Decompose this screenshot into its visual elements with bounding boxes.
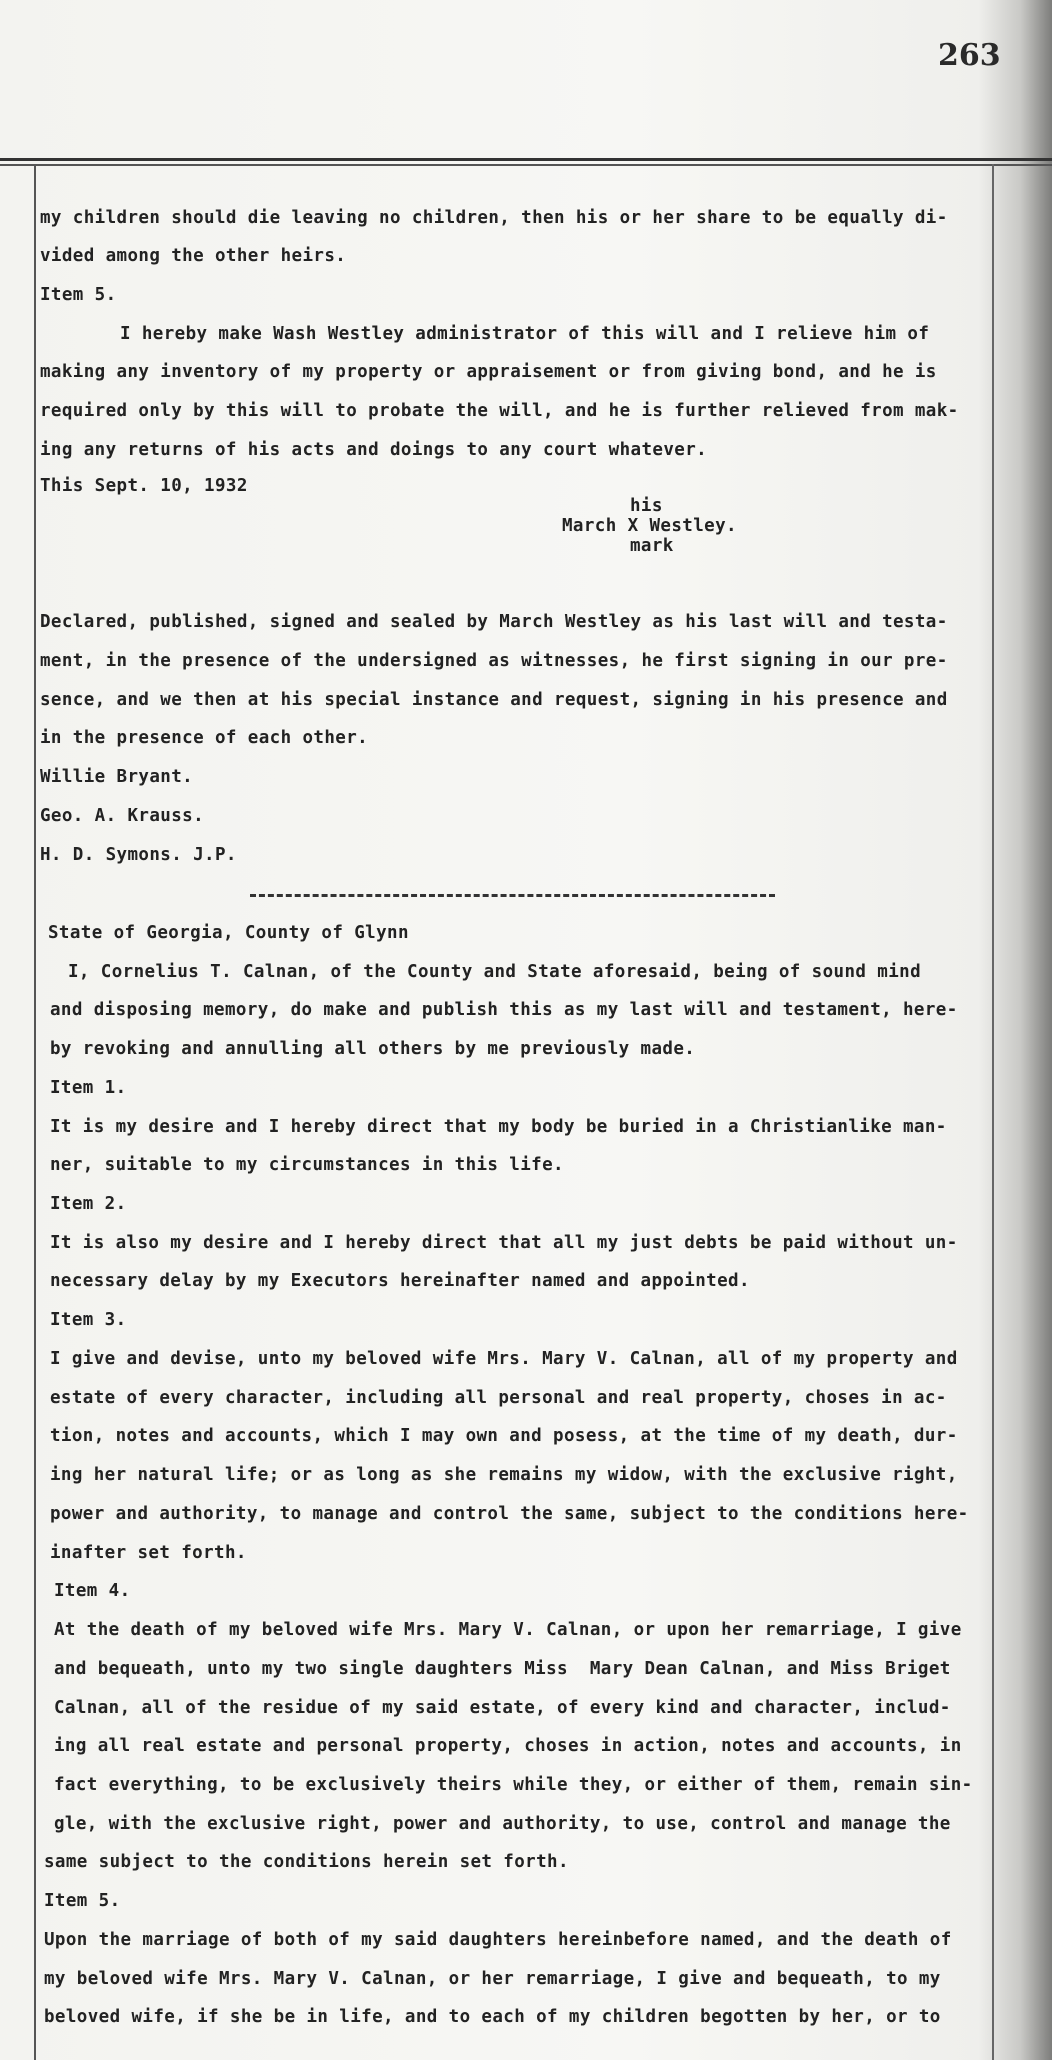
right-margin-line [992,164,994,2060]
signature-mark: mark [630,536,674,556]
text-line: and disposing memory, do make and publish this as my last will and testament, here- [50,1000,958,1020]
date-line: This Sept. 10, 1932 [40,476,248,496]
item-heading: Item 3. [50,1310,127,1330]
text-line: by revoking and annulling all others by me previously made. [50,1039,696,1059]
text-line: fact everything, to be exclusively theirs while they, or either of them, remain sin- [54,1775,973,1795]
text-line: and bequeath, unto my two single daughters Miss Mary Dean Calnan, and Miss Briget [54,1659,951,1679]
header-rule [0,158,1052,161]
text-line: necessary delay by my Executors hereinafter named and appointed. [50,1271,750,1291]
witness-name: Geo. A. Krauss. [40,806,205,826]
text-line: sence, and we then at his special instance and request, signing in his presence and [40,690,948,710]
item-heading: Item 2. [50,1194,127,1214]
text-line: ing any returns of his acts and doings to any court whatever. [40,440,708,460]
text-line: vided among the other heirs. [40,246,347,266]
heading-line: State of Georgia, County of Glynn [48,923,409,943]
text-line: estate of every character, including all personal and real property, choses in ac- [50,1388,947,1408]
text-line: inafter set forth. [50,1543,247,1563]
text-line: gle, with the exclusive right, power and authority, to use, control and manage the [54,1814,951,1834]
text-line: At the death of my beloved wife Mrs. Mary V. Calnan, or upon her remarriage, I give [54,1620,962,1640]
text-line: ment, in the presence of the undersigned as witnesses, he first signing in our pre- [40,651,948,671]
text-line: Upon the marriage of both of my said daughters hereinbefore named, and the death of [44,1930,952,1950]
text-line: ner, suitable to my circumstances in this life. [50,1155,564,1175]
text-line: I give and devise, unto my beloved wife Mrs. Mary V. Calnan, all of my property and [50,1349,958,1369]
signature-his: his [630,496,663,516]
text-line: making any inventory of my property or appraisement or from giving bond, and he is [40,362,937,382]
witness-name: Willie Bryant. [40,767,194,787]
text-line: Declared, published, signed and sealed by March Westley as his last will and testa- [40,612,948,632]
section-separator [250,894,775,897]
text-line: my children should die leaving no children, then his or her share to be equally di- [40,208,948,228]
text-line: my beloved wife Mrs. Mary V. Calnan, or her remarriage, I give and bequeath, to my [44,1969,941,1989]
text-line: ing all real estate and personal property, choses in action, notes and accounts, in [54,1736,962,1756]
text-line: beloved wife, if she be in life, and to each of my children begotten by her, or to [44,2007,941,2027]
text-line: It is my desire and I hereby direct that my body be buried in a Christianlike man- [50,1117,947,1137]
text-line: tion, notes and accounts, which I may own and posess, at the time of my death, dur- [50,1426,958,1446]
text-line: required only by this will to probate the will, and he is further relieved from mak- [40,401,959,421]
text-line: ing her natural life; or as long as she remains my widow, with the exclusive right, [50,1465,958,1485]
item-heading: Item 5. [40,285,117,305]
text-line: in the presence of each other. [40,728,369,748]
item-heading: Item 5. [44,1891,121,1911]
text-line: I hereby make Wash Westley administrator of this will and I relieve him of [120,324,930,344]
text-line: It is also my desire and I hereby direct that all my just debts be paid without un- [50,1233,958,1253]
text-line: power and authority, to manage and control the same, subject to the conditions here- [50,1504,969,1524]
page-number: 263 [938,38,1001,73]
signature-name: March X Westley. [562,516,737,536]
left-margin-line [34,164,36,2060]
text-line: I, Cornelius T. Calnan, of the County and State aforesaid, being of sound mind [68,962,921,982]
item-heading: Item 1. [50,1078,127,1098]
item-heading: Item 4. [54,1581,131,1601]
header-rule-secondary [0,164,1052,166]
text-line: Calnan, all of the residue of my said estate, of every kind and character, includ- [54,1698,951,1718]
witness-name: H. D. Symons. J.P. [40,845,237,865]
text-line: same subject to the conditions herein set forth. [44,1852,569,1872]
